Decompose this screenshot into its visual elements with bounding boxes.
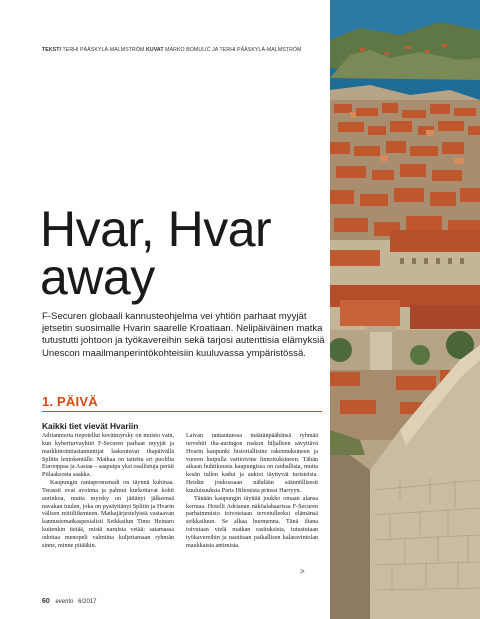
body-paragraph: Kaupungin rantapromenadi on täynnä kuhinaa. Terassit ovat avoinna ja palmut kurkottavat kohti aurinkoa, mutta myrsky on jättänyt jälkeensä navakan tuulen, joka on pysäyttänyt Splitin ja Hvarin välisen reittiliikenteen. Matkajärjestelyistä vastaavan kannustematkaspesialisti Seikkailun Timo Heinaro kuitenkin tietää, mistä naruista vetää: satamassa odottaa menopeli valmiina kuljettamaan ryhmän sinne, minne pitääkin. [42,480,174,549]
title-line-1: Hvar, Hvar [40,201,272,257]
continue-arrow-icon: > [300,567,305,576]
hvar-town-photo [330,0,480,619]
photo-credit-label: KUVAT [146,47,164,53]
body-column-1 [42,433,174,551]
section-divider [42,411,322,412]
text-credit-label: TEKSTI [42,47,62,53]
text-credit-author: TERHI PÄÄSKYLÄ-MALMSTRÖM [62,47,145,53]
page-number: 60 [42,598,50,605]
page-footer [42,598,97,605]
title-line-2: away [40,249,155,305]
body-paragraph: Tänään kaupungin täyttää joukko omaan alansa kermaa. Hotelli Adrianan näköalabaarissa F-Securen parhaimmisto toivotetaan tervetulleeksi elämänsä seikkailuun. Se alkaa huomenna. Tänä iltana toivutaan vielä matkan rasituksista, tutustutaan työkavereihin ja nautitaan paikallisen kalaravintolan maukkaista antimista. [186,495,318,549]
issue-number: 6/2017 [78,599,97,605]
lead-paragraph: F-Securen globaali kannustеohjelma vei yhtiön parhaat myyjät jetsetin suosimalle Hvarin saarelle Kroatiaan. Nelipäiväinen matka tutustutti johtoon ja työkavereihin sekä tarjosi autenttisia elämyksiä Unescon maailmanperintökohteisiin kuuluvassa ympäristössä. [42,311,325,359]
article-title [40,201,330,305]
body-column-2 [186,433,318,551]
photo-credit-authors: MARKO BOMULIĆ JA TERHI PÄÄSKYLÄ-MALMSTRÖM [165,47,302,53]
body-paragraph: Laivan rantautuessa määränpäähänsä ryhmää tervehtii ilta-auringon ruskon hiljalleen sävyttävä Hvarin kaupunki historiallisine rakennuksineen ja vuoren huipulla vartioivine linnoituksineen. Tähän aikaan huhtikuusta kaupungissa on rauhallista, mutta kesän tullen kadut ja aukiot täyttyvät turisteista. Heidän joukossaan nähdään säännöllisesti kuuluisuuksia Paris Hiltonista prinssi Harryyn. [186,433,318,494]
magazine-name: evento [55,599,74,605]
section-heading: 1. PÄIVÄ [42,394,98,409]
subheading: Kaikki tiet vievät Hvariin [42,421,139,431]
body-paragraph: Adrianmerta riepotellut kevätmyrsky on muisto vain, kun kyberturvayhtiö F-Securen parhaat myyjät ja markkinointiasiantuntijat laskeutuvat iltapäivällä Splitin lentokentälle. Matkaa on taitettu eri puolilta Eurooppaa ja Aasiaa – saapuipa yksi osallistuja peräti Piilaaksosta saakka. [42,433,174,479]
credits [42,47,327,53]
